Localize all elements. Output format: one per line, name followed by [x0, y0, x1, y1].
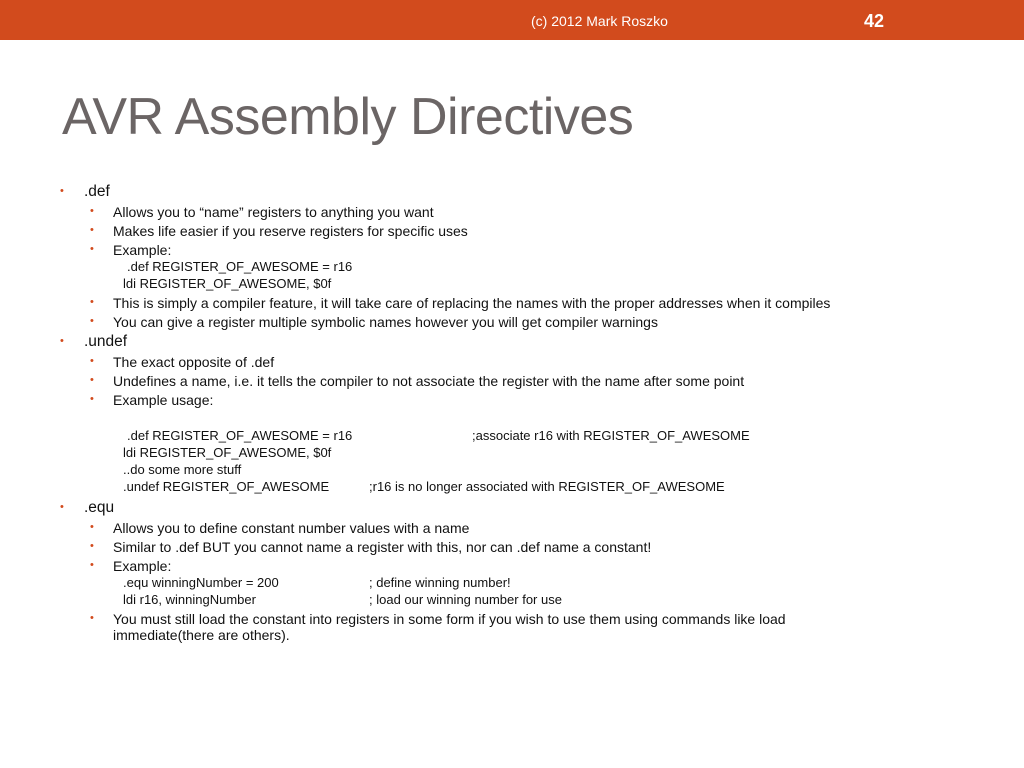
- bullet-def-3: • Example:: [113, 241, 171, 259]
- undef-example-code-4: .undef REGISTER_OF_AWESOME: [123, 479, 330, 494]
- copyright-text: (c) 2012 Mark Roszko: [531, 13, 668, 29]
- bullet-undef-1: • The exact opposite of .def: [113, 353, 274, 371]
- bullet-equ-3: • Example:: [113, 557, 171, 575]
- equ-example-code-1: .equ winningNumber = 200: [123, 575, 279, 590]
- undef-example-comment-4: ;r16 is no longer associated with REGISTER_OF_AWESOME: [369, 479, 725, 494]
- bullet-def-2: • Makes life easier if you reserve registers for specific uses: [113, 222, 468, 240]
- undef-example-code-3: ..do some more stuff: [123, 462, 242, 477]
- bullet-def-5: • You can give a register multiple symbolic names however you will get compiler warnings: [113, 313, 658, 331]
- bullet-undef-2: • Undefines a name, i.e. it tells the compiler to not associate the register with the name after some point: [113, 372, 744, 390]
- undef-example-code-1: .def REGISTER_OF_AWESOME = r16: [127, 428, 353, 443]
- bullet-equ-4: • You must still load the constant into registers in some form if you wish to use them using commands like load: [113, 610, 786, 628]
- bullet-equ-2: • Similar to .def BUT you cannot name a register with this, nor can .def name a constant!: [113, 538, 651, 556]
- bullet-equ-4-continued: immediate(there are others).: [113, 627, 290, 643]
- equ-example-code-2: ldi r16, winningNumber: [123, 592, 256, 607]
- slide-number: 42: [864, 11, 885, 31]
- slide-title: AVR Assembly Directives: [62, 88, 634, 146]
- def-example-line-2: ldi REGISTER_OF_AWESOME, $0f: [123, 276, 332, 291]
- bullet-equ: • .equ: [84, 499, 114, 517]
- bullet-undef-3: • Example usage:: [113, 391, 213, 409]
- bullet-equ-1: • Allows you to define constant number values with a name: [113, 519, 469, 537]
- header-bar: [0, 0, 1024, 40]
- bullet-undef: • .undef: [84, 333, 127, 351]
- undef-example-code-2: ldi REGISTER_OF_AWESOME, $0f: [123, 445, 332, 460]
- bullet-def: • .def: [84, 183, 110, 201]
- equ-example-comment-1: ; define winning number!: [369, 575, 511, 590]
- def-example-line-1: .def REGISTER_OF_AWESOME = r16: [127, 259, 353, 274]
- undef-example-comment-1: ;associate r16 with REGISTER_OF_AWESOME: [472, 428, 750, 443]
- equ-example-comment-2: ; load our winning number for use: [369, 592, 562, 607]
- bullet-def-4: • This is simply a compiler feature, it will take care of replacing the names with the proper addresses when it compiles: [113, 294, 830, 312]
- bullet-def-1: • Allows you to “name” registers to anything you want: [113, 203, 434, 221]
